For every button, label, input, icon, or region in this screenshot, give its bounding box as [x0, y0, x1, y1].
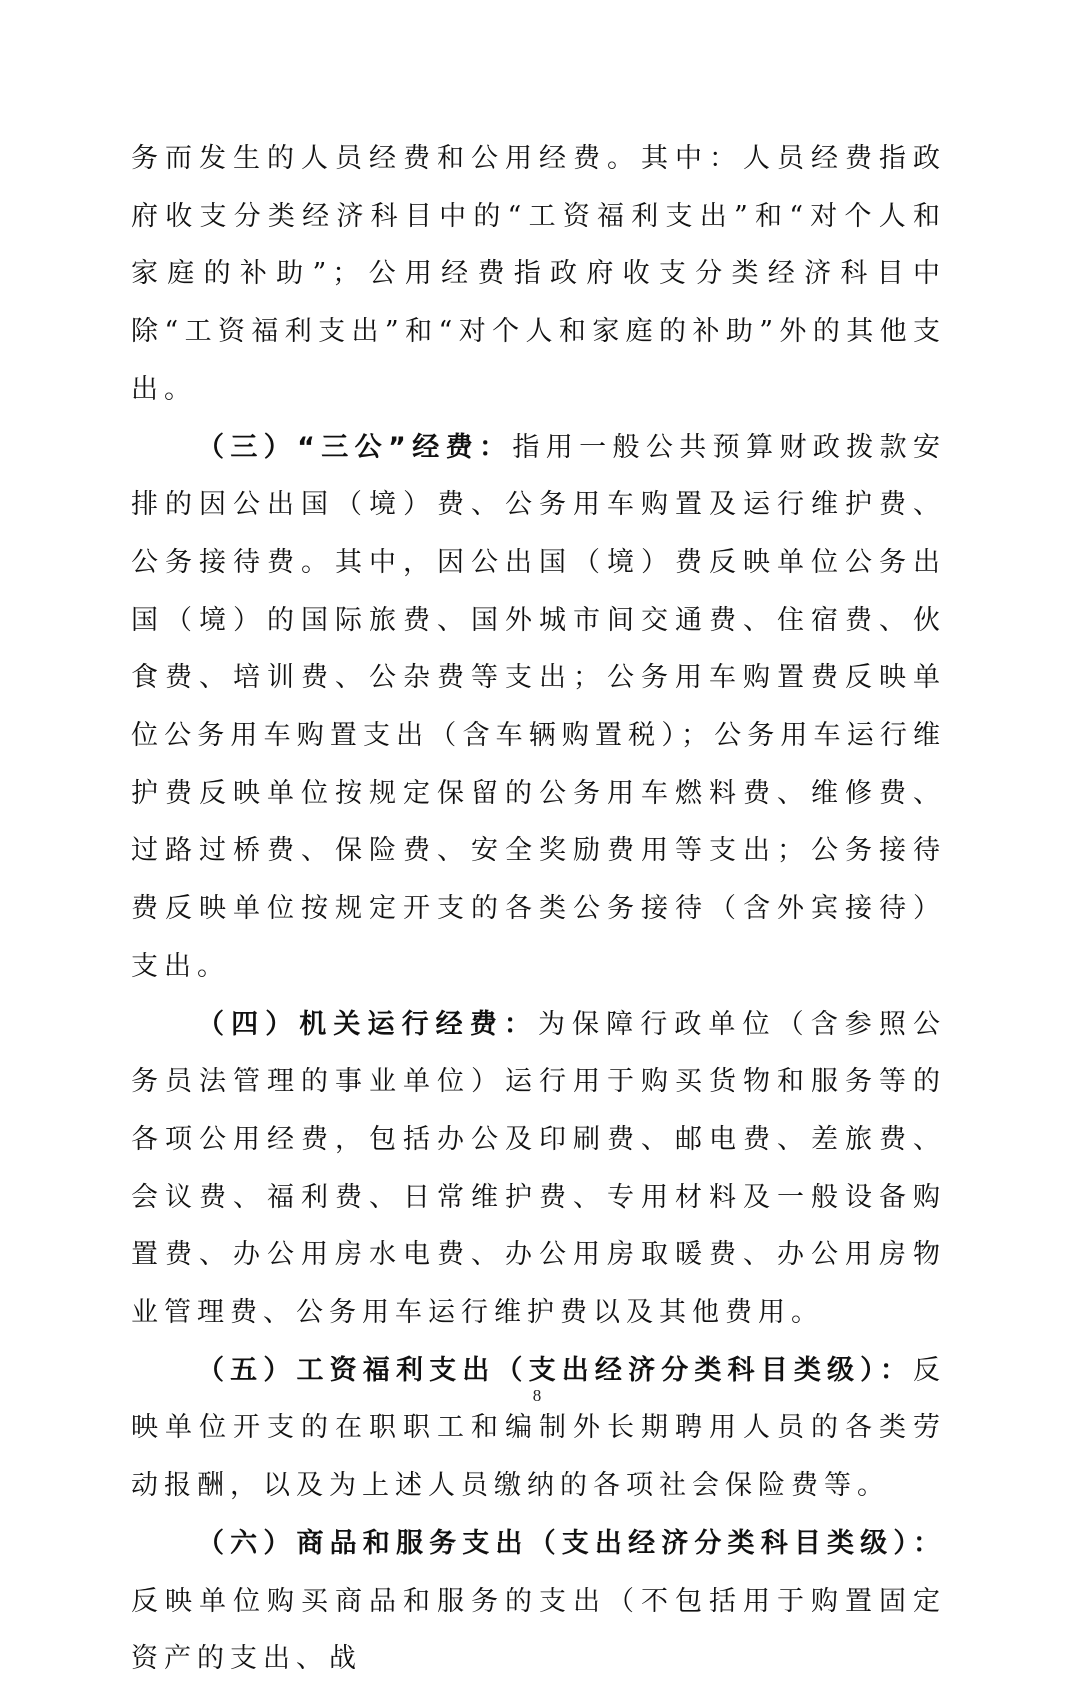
- paragraph-text: 为保障行政单位（含参照公务员法管理的事业单位）运行用于购买货物和服务等的各项公用经费，包括办公及印刷费、邮电费、差旅费、会议费、福利费、日常维护费、专用材料及一般设备购置费、办公用房水电费、办公用房取暖费、办公用房物业管理费、公务用车运行维护费以及其他费用。: [131, 1008, 947, 1329]
- page-number: 8: [532, 1386, 542, 1405]
- paragraph-wage-welfare-expenditure: [131, 1342, 946, 1515]
- paragraph-text: 务而发生的人员经费和公用经费。其中：人员经费指政府收支分类经济科目中的“工资福利支出”和“对个人和家庭的补助”；公用经费指政府收支分类经济科目中除“工资福利支出”和“对个人和家庭的补助”外的其他支出。: [131, 143, 946, 405]
- paragraph-text: 反映单位购买商品和服务的支出（不包括用于购置固定资产的支出、战: [131, 1585, 946, 1675]
- paragraph-agency-operating-expenses: [131, 996, 946, 1342]
- paragraph-text: 指用一般公共预算财政拨款安排的因公出国（境）费、公务用车购置及运行维护费、公务接待费。其中，因公出国（境）费反映单位公务出国（境）的国际旅费、国外城市间交通费、住宿费、伙食费、培训费、公杂费等支出；公务用车购置费反映单位公务用车购置支出（含车辆购置税）；公务用车运行维护费反映单位按规定保留的公务用车燃料费、维修费、过路过桥费、保险费、安全奖励费用等支出；公务接待费反映单位按规定开支的各类公务接待（含外宾接待）支出。: [131, 431, 946, 982]
- section-heading: （四）机关运行经费：: [197, 1008, 538, 1040]
- section-heading: （五）工资福利支出（支出经济分类科目类级）：: [197, 1354, 913, 1386]
- paragraph-continuation: [131, 130, 946, 419]
- body-text: [131, 130, 946, 1688]
- section-heading: （三）“三公”经费：: [197, 431, 513, 463]
- paragraph-text: 反映单位开支的在职职工和编制外长期聘用人员的各类劳动报酬，以及为上述人员缴纳的各项社会保险费等。: [131, 1354, 946, 1502]
- section-heading: （六）商品和服务支出（支出经济分类科目类级）：: [197, 1527, 946, 1559]
- paragraph-goods-services-expenditure: [131, 1515, 946, 1688]
- paragraph-three-public-expenses: [131, 419, 946, 996]
